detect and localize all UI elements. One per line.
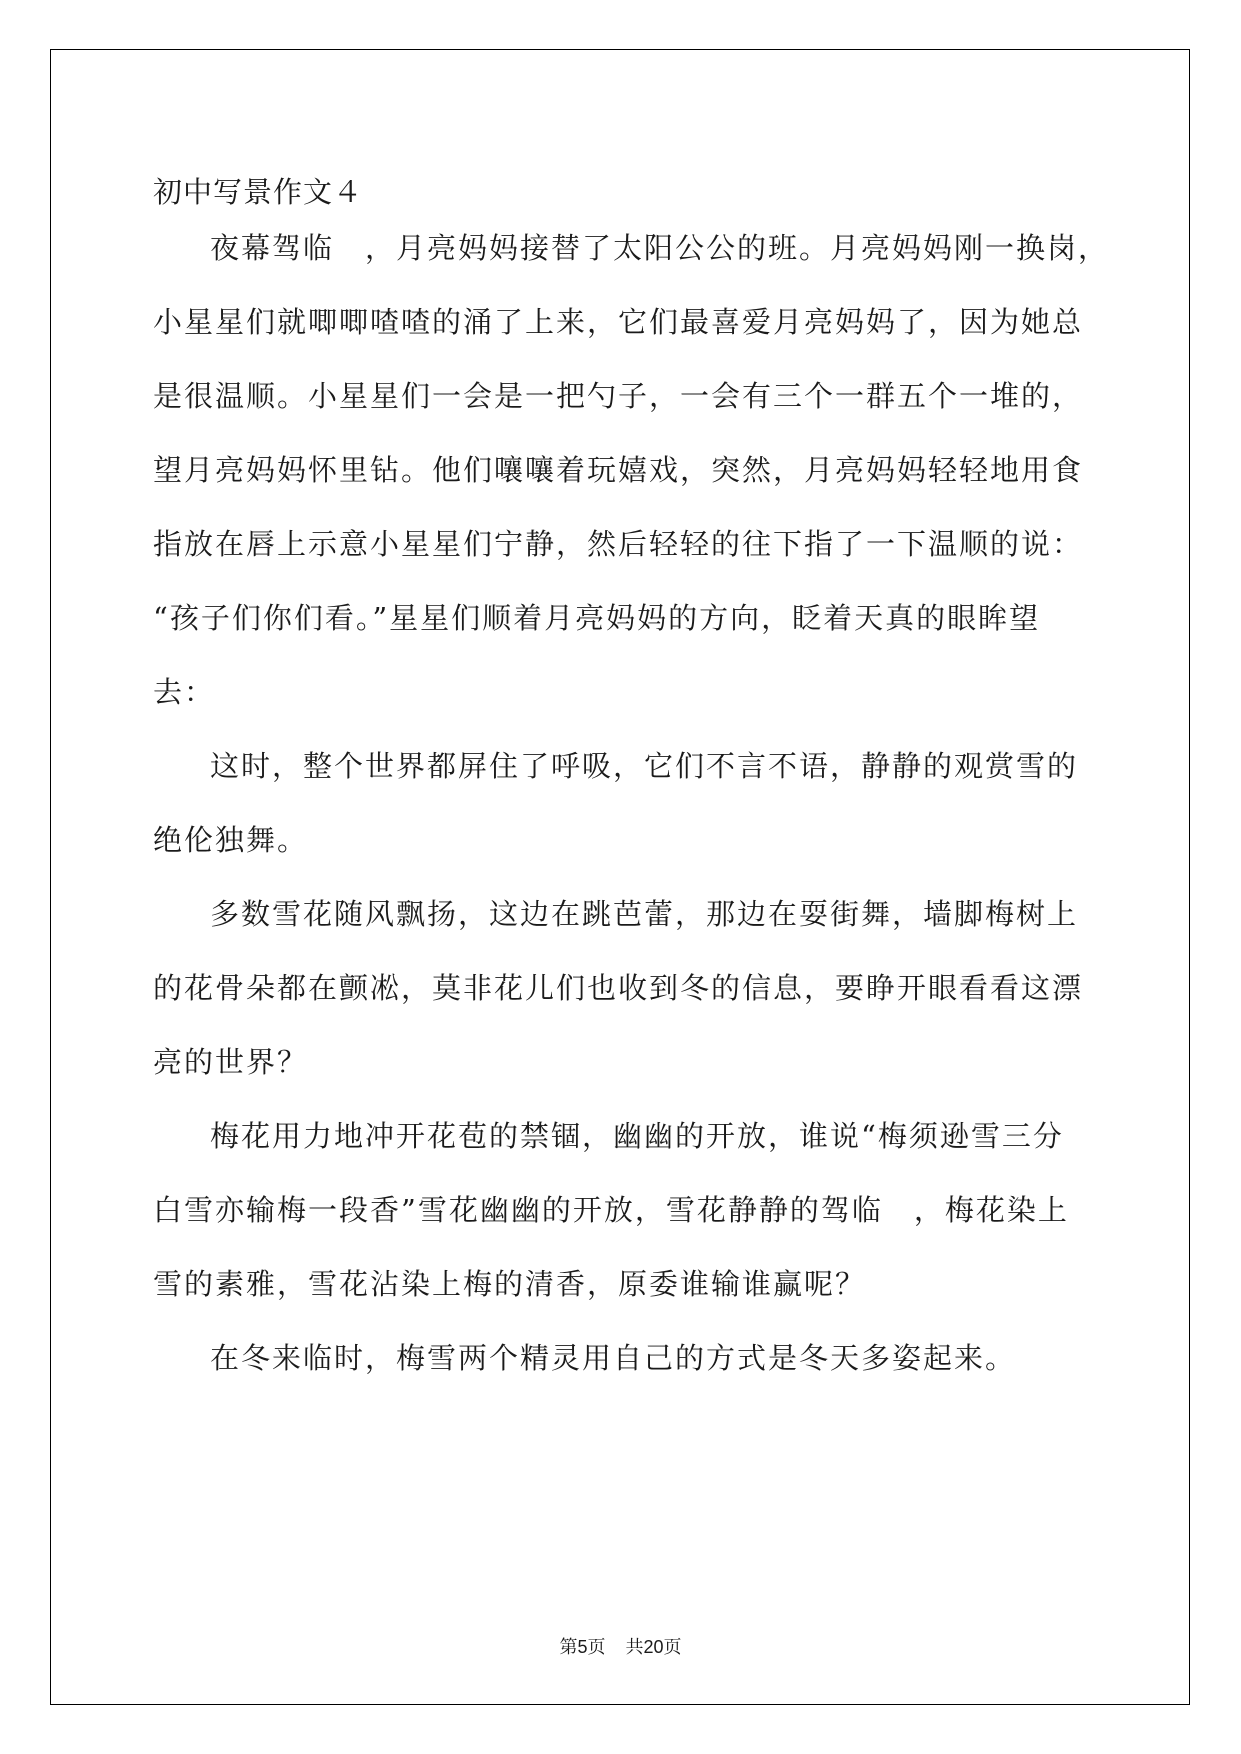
paragraph-line: 白雪亦输梅一段香”雪花幽幽的开放，雪花静静的驾临 ，梅花染上 <box>153 1193 1069 1227</box>
page-footer <box>0 1635 1241 1660</box>
page-border <box>50 49 1190 1705</box>
paragraph-line: 雪的素雅，雪花沾染上梅的清香，原委谁输谁赢呢？ <box>153 1267 867 1301</box>
paragraph-line: 亮的世界？ <box>153 1045 309 1079</box>
paragraph-line: 在冬来临时，梅雪两个精灵用自己的方式是冬天多姿起来。 <box>210 1341 1017 1375</box>
footer-total-suffix: 页 <box>663 1637 682 1658</box>
paragraph-line: 去： <box>153 675 216 709</box>
paragraph-line: 夜幕驾临 ，月亮妈妈接替了太阳公公的班。月亮妈妈刚一换岗， <box>210 231 1110 265</box>
paragraph-line: “孩子们你们看。”星星们顺着月亮妈妈的方向，眨着天真的眼眸望 <box>153 601 1041 635</box>
paragraph-line: 指放在唇上示意小星星们宁静，然后轻轻的往下指了一下温顺的说： <box>153 527 1084 561</box>
paragraph-line: 的花骨朵都在颤凇，莫非花儿们也收到冬的信息，要睁开眼看看这漂 <box>153 971 1084 1005</box>
footer-page-number: 5 <box>577 1637 588 1657</box>
paragraph-line: 望月亮妈妈怀里钻。他们嚷嚷着玩嬉戏，突然，月亮妈妈轻轻地用食 <box>153 453 1084 487</box>
footer-page-prefix: 第 <box>559 1637 578 1658</box>
paragraph-line: 这时，整个世界都屏住了呼吸，它们不言不语，静静的观赏雪的 <box>210 749 1079 783</box>
document-title: 初中写景作文４ <box>153 175 364 209</box>
footer-total-pages: 20 <box>643 1637 664 1657</box>
footer-total-prefix: 共 <box>625 1637 644 1658</box>
footer-page-suffix: 页 <box>587 1637 606 1658</box>
paragraph-line: 是很温顺。小星星们一会是一把勺子，一会有三个一群五个一堆的， <box>153 379 1084 413</box>
paragraph-line: 绝伦独舞。 <box>153 823 309 857</box>
paragraph-line: 梅花用力地冲开花苞的禁锢，幽幽的开放，谁说“梅须逊雪三分 <box>210 1119 1064 1153</box>
paragraph-line: 小星星们就唧唧喳喳的涌了上来，它们最喜爱月亮妈妈了，因为她总 <box>153 305 1084 339</box>
paragraph-line: 多数雪花随风飘扬，这边在跳芭蕾，那边在耍街舞，墙脚梅树上 <box>210 897 1079 931</box>
